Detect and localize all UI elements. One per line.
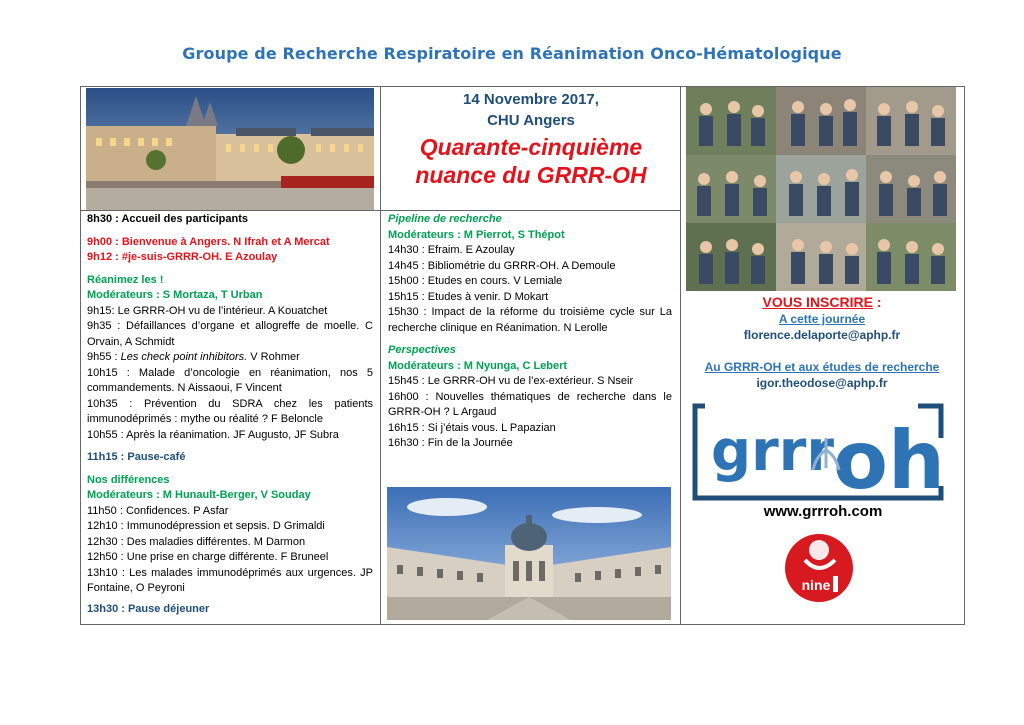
row-divider-middle xyxy=(381,210,680,211)
event-place: CHU Angers xyxy=(487,112,575,129)
program-item: 15h45 : Le GRRR-OH vu de l’ex-extérieur. S Nseir xyxy=(388,375,634,387)
session2-title: Nos différences xyxy=(87,473,170,486)
program-item: 15h30 : Impact de la réforme du troisième cycle sur La recherche clinique en Réanimation. N Lerolle xyxy=(388,306,672,334)
studies-registration-label: Au GRRR-OH et aux études de recherche xyxy=(704,360,940,374)
studies-registration-email[interactable]: igor.theodose@aphp.fr xyxy=(756,376,888,390)
program-item: 14h30 : Efraim. E Azoulay xyxy=(388,244,515,256)
program-item: 16h15 : Si j’étais vous. L Papazian xyxy=(388,421,556,434)
column-divider-2 xyxy=(680,86,681,624)
session1-moderators: Modérateurs : S Mortaza, T Urban xyxy=(87,289,263,301)
registration-block xyxy=(682,292,962,391)
participants-photo-collage xyxy=(686,87,956,291)
program-item: 12h10 : Immunodépression et sepsis. D Grimaldi xyxy=(87,520,325,532)
session3-moderators: Modérateurs : M Pierrot, S Thépot xyxy=(388,228,565,241)
program-item: 15h15 : Etudes à venir. D Mokart xyxy=(388,290,549,303)
angers-square-photo xyxy=(86,88,374,210)
day-registration-email[interactable]: florence.delaporte@aphp.fr xyxy=(743,328,901,342)
opening-line-1: 9h00 : Bienvenue à Angers. N Ifrah et A Mercat xyxy=(87,235,330,248)
event-title-line2: nuance du GRRR-OH xyxy=(415,162,647,188)
column-divider-1 xyxy=(380,86,381,624)
program-afternoon xyxy=(388,212,672,452)
program-item: 10h15 : Malade d’oncologie en réanimation, nos 5 commandements. N Aissaoui, F Vincent xyxy=(87,366,373,394)
session3-title: Pipeline de recherche xyxy=(388,213,502,225)
logo-text-oh: oh xyxy=(833,414,945,507)
program-item: 12h50 : Une prise en charge différente. F Bruneel xyxy=(87,551,329,563)
hospital-building-photo xyxy=(387,487,671,620)
program-item: 12h30 : Des maladies différentes. M Darmon xyxy=(87,535,306,548)
program-item: 16h00 : Nouvelles thématiques de recherche dans le GRRR-OH ? L Argaud xyxy=(388,390,672,418)
row-divider-left xyxy=(80,210,380,211)
registration-title: VOUS INSCRIRE xyxy=(762,294,873,310)
program-item: 9h55 : Les check point inhibitors. V Rohmer xyxy=(87,351,300,363)
event-date: 14 Novembre 2017, xyxy=(463,91,599,108)
day-registration-label: A cette journée xyxy=(778,312,866,326)
page-header: Groupe de Recherche Respiratoire en Réanimation Onco-Hématologique xyxy=(182,44,842,63)
program-item: 10h35 : Prévention du SDRA chez les patients immunodéprimés : mythe ou réalité ? F Beloncle xyxy=(87,397,373,425)
welcome-line: 8h30 : Accueil des participants xyxy=(87,213,248,225)
event-title-line1: Quarante-cinquième xyxy=(419,134,643,160)
program-morning xyxy=(87,212,373,617)
program-item: 13h10 : Les malades immunodéprimés aux urgences. JP Fontaine, O Peyroni xyxy=(87,566,373,594)
nine-i-partner-logo xyxy=(783,530,855,610)
session1-title: Réanimez les ! xyxy=(87,273,164,286)
session4-title: Perspectives xyxy=(388,344,456,356)
partner-text: nine xyxy=(801,577,831,593)
program-item: 16h30 : Fin de la Journée xyxy=(388,437,513,449)
coffee-break: 11h15 : Pause-café xyxy=(87,451,186,463)
logo-text-grrr: grrr xyxy=(711,419,834,484)
session2-moderators: Modérateurs : M Hunault-Berger, V Souday xyxy=(87,489,311,501)
program-item: 9h35 : Défaillances d’organe et allogreffe de moelle. C Orvain, A Schmidt xyxy=(87,320,373,348)
grrroh-logo xyxy=(683,398,953,523)
registration-colon: : xyxy=(872,294,882,310)
event-heading xyxy=(382,88,680,189)
lunch-break: 13h30 : Pause déjeuner xyxy=(87,602,210,615)
program-item: 11h50 : Confidences. P Asfar xyxy=(87,504,229,517)
program-item: 10h55 : Après la réanimation. JF Augusto, JF Subra xyxy=(87,428,339,441)
session4-moderators: Modérateurs : M Nyunga, C Lebert xyxy=(388,359,568,372)
program-item: 14h45 : Bibliométrie du GRRR-OH. A Demoule xyxy=(388,259,616,272)
program-item: 15h00 : Etudes en cours. V Lemiale xyxy=(388,275,563,287)
opening-line-2: 9h12 : #je-suis-GRRR-OH. E Azoulay xyxy=(87,251,278,263)
logo-url: www.grrroh.com xyxy=(763,503,883,520)
program-item: 9h15: Le GRRR-OH vu de l’intérieur. A Kouatchet xyxy=(87,304,328,317)
